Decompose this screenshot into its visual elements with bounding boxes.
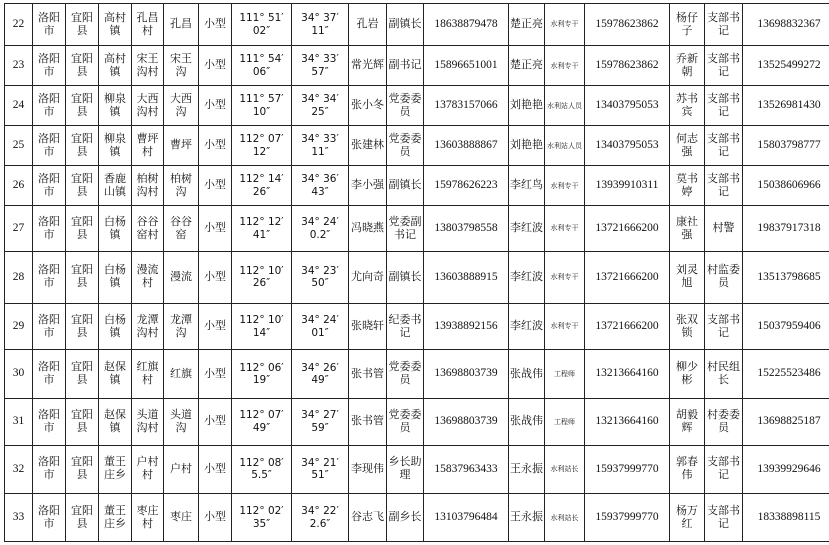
scale-cell: 小型 — [199, 86, 232, 126]
latitude-part: 34° 24′ — [301, 216, 339, 229]
technician-name-cell: 刘艳艳 — [509, 86, 545, 126]
table-row — [5, 494, 829, 542]
village-contact-phone-cell: 15225523486 — [743, 350, 829, 399]
village-contact-phone-cell: 18338898115 — [743, 494, 829, 542]
town-cell: 白杨镇 — [99, 251, 132, 303]
technician-title-cell: 水利站人员 — [545, 126, 585, 166]
technician-phone-cell: 15937999770 — [585, 494, 670, 542]
village-cell: 漫流村 — [132, 251, 164, 303]
official-title-cell: 副乡长 — [387, 494, 424, 542]
table-row — [5, 126, 829, 166]
technician-title-cell: 水利专干 — [545, 46, 585, 86]
official-title-cell: 党委委员 — [387, 86, 424, 126]
technician-title-cell: 水利专干 — [545, 303, 585, 350]
official-phone-cell: 13603888915 — [424, 251, 509, 303]
county-cell: 宜阳县 — [66, 4, 99, 46]
latitude-part: 34° 26′ — [301, 361, 339, 374]
longitude-part: 02″ — [252, 24, 271, 37]
technician-phone-cell: 13721666200 — [585, 251, 670, 303]
longitude-cell — [232, 46, 292, 86]
county-cell: 宜阳县 — [66, 86, 99, 126]
official-name-cell: 常光辉 — [349, 46, 387, 86]
latitude-part: 34° 22′ — [301, 505, 339, 518]
official-title-cell: 副书记 — [387, 46, 424, 86]
city-cell: 洛阳市 — [33, 399, 66, 446]
latitude-part: 01″ — [311, 326, 329, 339]
village-contact-phone-cell: 15803798777 — [743, 126, 829, 166]
town-cell: 白杨镇 — [99, 303, 132, 350]
town-cell: 柳泉镇 — [99, 126, 132, 166]
latitude-part: 50″ — [311, 277, 329, 290]
village-contact-phone-cell: 19837917318 — [743, 206, 829, 251]
latitude-part: 34° 33′ — [301, 53, 339, 66]
technician-title-cell: 水利专干 — [545, 206, 585, 251]
official-phone-cell: 13698803739 — [424, 399, 509, 446]
latitude-cell — [292, 126, 349, 166]
longitude-cell — [232, 4, 292, 46]
official-name-cell: 张书管 — [349, 399, 387, 446]
village-contact-title-cell: 支部书记 — [705, 445, 743, 494]
latitude-part: 49″ — [311, 374, 329, 387]
latitude-part: 0.2″ — [309, 228, 331, 241]
village-contact-title-cell: 支部书记 — [705, 166, 743, 206]
village-contact-title-cell: 支部书记 — [705, 303, 743, 350]
site-cell: 宋王沟 — [164, 46, 199, 86]
village-contact-title-cell: 支部书记 — [705, 46, 743, 86]
technician-phone-cell: 13721666200 — [585, 303, 670, 350]
village-contact-name-cell: 杨万红 — [670, 494, 705, 542]
latitude-part: 34° 27′ — [301, 409, 339, 422]
technician-name-cell: 王永振 — [509, 494, 545, 542]
row-number: 29 — [5, 303, 33, 350]
reservoir-contact-table — [4, 3, 829, 542]
village-contact-name-cell: 杨仔子 — [670, 4, 705, 46]
site-cell: 枣庄 — [164, 494, 199, 542]
latitude-cell — [292, 4, 349, 46]
village-cell: 大西沟村 — [132, 86, 164, 126]
village-contact-phone-cell: 13698832367 — [743, 4, 829, 46]
technician-title-cell: 水利站人员 — [545, 86, 585, 126]
official-phone-cell: 13783157066 — [424, 86, 509, 126]
county-cell: 宜阳县 — [66, 399, 99, 446]
longitude-part: 26″ — [252, 185, 271, 198]
village-contact-title-cell: 支部书记 — [705, 86, 743, 126]
village-cell: 红旗村 — [132, 350, 164, 399]
official-phone-cell: 15837963433 — [424, 445, 509, 494]
town-cell: 赵保镇 — [99, 350, 132, 399]
longitude-part: 112° 06′ — [239, 361, 284, 374]
official-title-cell: 副镇长 — [387, 4, 424, 46]
row-number: 26 — [5, 166, 33, 206]
village-contact-name-cell: 莫书婷 — [670, 166, 705, 206]
official-phone-cell: 18638879478 — [424, 4, 509, 46]
latitude-cell — [292, 445, 349, 494]
longitude-part: 112° 14′ — [239, 173, 284, 186]
village-contact-title-cell: 支部书记 — [705, 4, 743, 46]
technician-name-cell: 刘艳艳 — [509, 126, 545, 166]
technician-title-cell: 水利专干 — [545, 251, 585, 303]
technician-name-cell: 楚正亮 — [509, 46, 545, 86]
latitude-part: 34° 23′ — [301, 264, 339, 277]
town-cell: 赵保镇 — [99, 399, 132, 446]
site-cell: 户村 — [164, 445, 199, 494]
table-row — [5, 399, 829, 446]
official-name-cell: 冯晓燕 — [349, 206, 387, 251]
latitude-part: 34° 36′ — [301, 173, 339, 186]
county-cell: 宜阳县 — [66, 126, 99, 166]
longitude-part: 10″ — [252, 105, 271, 118]
village-contact-name-cell: 何志强 — [670, 126, 705, 166]
row-number: 25 — [5, 126, 33, 166]
official-name-cell: 孔岩 — [349, 4, 387, 46]
village-contact-title-cell: 村委委员 — [705, 399, 743, 446]
county-cell: 宜阳县 — [66, 494, 99, 542]
table-row — [5, 303, 829, 350]
longitude-part: 112° 12′ — [239, 216, 284, 229]
town-cell: 高村镇 — [99, 46, 132, 86]
scale-cell: 小型 — [199, 126, 232, 166]
longitude-part: 111° 54′ — [239, 53, 284, 66]
latitude-cell — [292, 494, 349, 542]
latitude-part: 11″ — [311, 145, 329, 158]
latitude-part: 43″ — [311, 185, 329, 198]
city-cell: 洛阳市 — [33, 46, 66, 86]
village-cell: 孔昌村 — [132, 4, 164, 46]
longitude-part: 35″ — [252, 517, 271, 530]
latitude-part: 34° 24′ — [301, 314, 339, 327]
table-row — [5, 251, 829, 303]
longitude-part: 26″ — [252, 277, 271, 290]
row-number: 24 — [5, 86, 33, 126]
table-row — [5, 46, 829, 86]
village-contact-name-cell: 张双锁 — [670, 303, 705, 350]
village-contact-name-cell: 柳少彬 — [670, 350, 705, 399]
longitude-cell — [232, 445, 292, 494]
village-contact-name-cell: 刘灵旭 — [670, 251, 705, 303]
table-row — [5, 206, 829, 251]
village-cell: 头道沟村 — [132, 399, 164, 446]
technician-name-cell: 李红波 — [509, 206, 545, 251]
town-cell: 柳泉镇 — [99, 86, 132, 126]
official-phone-cell: 13103796484 — [424, 494, 509, 542]
village-contact-title-cell: 支部书记 — [705, 494, 743, 542]
village-contact-phone-cell: 15037959406 — [743, 303, 829, 350]
longitude-part: 112° 10′ — [239, 264, 284, 277]
latitude-cell — [292, 46, 349, 86]
site-cell: 谷谷窑 — [164, 206, 199, 251]
site-cell: 孔昌 — [164, 4, 199, 46]
latitude-part: 2.6″ — [309, 517, 331, 530]
site-cell: 红旗 — [164, 350, 199, 399]
official-name-cell: 谷志飞 — [349, 494, 387, 542]
longitude-part: 112° 08′ — [239, 457, 284, 470]
technician-title-cell: 水利专干 — [545, 166, 585, 206]
latitude-cell — [292, 303, 349, 350]
site-cell: 漫流 — [164, 251, 199, 303]
scale-cell: 小型 — [199, 4, 232, 46]
official-name-cell: 李现伟 — [349, 445, 387, 494]
longitude-part: 19″ — [252, 374, 271, 387]
official-title-cell: 副镇长 — [387, 251, 424, 303]
longitude-part: 112° 07′ — [239, 133, 284, 146]
scale-cell: 小型 — [199, 350, 232, 399]
official-phone-cell: 13603888867 — [424, 126, 509, 166]
longitude-cell — [232, 166, 292, 206]
longitude-part: 49″ — [252, 421, 271, 434]
table-row — [5, 4, 829, 46]
village-contact-phone-cell: 13526981430 — [743, 86, 829, 126]
official-title-cell: 党委副书记 — [387, 206, 424, 251]
latitude-part: 57″ — [311, 65, 329, 78]
county-cell: 宜阳县 — [66, 350, 99, 399]
county-cell: 宜阳县 — [66, 251, 99, 303]
technician-phone-cell: 15978623862 — [585, 46, 670, 86]
official-name-cell: 张小冬 — [349, 86, 387, 126]
longitude-part: 111° 57′ — [239, 93, 284, 106]
latitude-part: 11″ — [311, 24, 329, 37]
technician-name-cell: 李红波 — [509, 251, 545, 303]
town-cell: 香鹿山镇 — [99, 166, 132, 206]
technician-name-cell: 楚正亮 — [509, 4, 545, 46]
village-contact-phone-cell: 13525499272 — [743, 46, 829, 86]
technician-name-cell: 张战伟 — [509, 350, 545, 399]
official-phone-cell: 15896651001 — [424, 46, 509, 86]
row-number: 30 — [5, 350, 33, 399]
row-number: 22 — [5, 4, 33, 46]
official-name-cell: 李小强 — [349, 166, 387, 206]
city-cell: 洛阳市 — [33, 445, 66, 494]
official-title-cell: 党委委员 — [387, 399, 424, 446]
technician-phone-cell: 15937999770 — [585, 445, 670, 494]
latitude-cell — [292, 399, 349, 446]
village-contact-phone-cell: 13698825187 — [743, 399, 829, 446]
scale-cell: 小型 — [199, 46, 232, 86]
site-cell: 大西沟 — [164, 86, 199, 126]
village-contact-phone-cell: 15038606966 — [743, 166, 829, 206]
village-contact-phone-cell: 13939929646 — [743, 445, 829, 494]
village-cell: 宋王沟村 — [132, 46, 164, 86]
longitude-cell — [232, 350, 292, 399]
village-contact-name-cell: 胡毅辉 — [670, 399, 705, 446]
official-title-cell: 乡长助理 — [387, 445, 424, 494]
village-cell: 枣庄村 — [132, 494, 164, 542]
site-cell: 柏树沟 — [164, 166, 199, 206]
longitude-part: 12″ — [252, 145, 271, 158]
technician-title-cell: 水利专干 — [545, 4, 585, 46]
scale-cell: 小型 — [199, 166, 232, 206]
technician-name-cell: 王永振 — [509, 445, 545, 494]
village-contact-phone-cell: 13513798685 — [743, 251, 829, 303]
longitude-part: 111° 51′ — [239, 12, 284, 25]
row-number: 32 — [5, 445, 33, 494]
city-cell: 洛阳市 — [33, 303, 66, 350]
technician-title-cell: 工程师 — [545, 350, 585, 399]
site-cell: 龙潭沟 — [164, 303, 199, 350]
technician-name-cell: 张战伟 — [509, 399, 545, 446]
latitude-cell — [292, 206, 349, 251]
village-contact-name-cell: 乔新朝 — [670, 46, 705, 86]
village-cell: 龙潭沟村 — [132, 303, 164, 350]
official-phone-cell: 13698803739 — [424, 350, 509, 399]
scale-cell: 小型 — [199, 206, 232, 251]
row-number: 31 — [5, 399, 33, 446]
table-row — [5, 86, 829, 126]
table-row — [5, 166, 829, 206]
longitude-part: 5.5″ — [251, 469, 272, 482]
table-row — [5, 350, 829, 399]
town-cell: 白杨镇 — [99, 206, 132, 251]
county-cell: 宜阳县 — [66, 166, 99, 206]
official-name-cell: 尤向奇 — [349, 251, 387, 303]
longitude-cell — [232, 126, 292, 166]
longitude-cell — [232, 303, 292, 350]
technician-name-cell: 李红波 — [509, 303, 545, 350]
city-cell: 洛阳市 — [33, 86, 66, 126]
county-cell: 宜阳县 — [66, 445, 99, 494]
longitude-cell — [232, 206, 292, 251]
city-cell: 洛阳市 — [33, 166, 66, 206]
scale-cell: 小型 — [199, 494, 232, 542]
longitude-cell — [232, 399, 292, 446]
row-number: 33 — [5, 494, 33, 542]
city-cell: 洛阳市 — [33, 494, 66, 542]
city-cell: 洛阳市 — [33, 350, 66, 399]
official-phone-cell: 15978626223 — [424, 166, 509, 206]
row-number: 28 — [5, 251, 33, 303]
official-phone-cell: 13803798558 — [424, 206, 509, 251]
technician-phone-cell: 13939910311 — [585, 166, 670, 206]
latitude-cell — [292, 86, 349, 126]
technician-title-cell: 工程师 — [545, 399, 585, 446]
longitude-cell — [232, 86, 292, 126]
village-contact-title-cell: 村民组长 — [705, 350, 743, 399]
row-number: 27 — [5, 206, 33, 251]
latitude-part: 34° 33′ — [301, 133, 339, 146]
longitude-part: 112° 07′ — [239, 409, 284, 422]
scale-cell: 小型 — [199, 445, 232, 494]
latitude-part: 51″ — [311, 469, 329, 482]
village-contact-name-cell: 郭春伟 — [670, 445, 705, 494]
longitude-part: 14″ — [252, 326, 271, 339]
county-cell: 宜阳县 — [66, 46, 99, 86]
village-cell: 曹坪村 — [132, 126, 164, 166]
latitude-part: 25″ — [311, 105, 329, 118]
village-contact-name-cell: 苏书宾 — [670, 86, 705, 126]
technician-phone-cell: 13403795053 — [585, 86, 670, 126]
county-cell: 宜阳县 — [66, 206, 99, 251]
official-name-cell: 张晓轩 — [349, 303, 387, 350]
technician-phone-cell: 13721666200 — [585, 206, 670, 251]
scale-cell: 小型 — [199, 399, 232, 446]
county-cell: 宜阳县 — [66, 303, 99, 350]
latitude-cell — [292, 251, 349, 303]
official-title-cell: 党委委员 — [387, 350, 424, 399]
official-name-cell: 张建林 — [349, 126, 387, 166]
scale-cell: 小型 — [199, 251, 232, 303]
village-contact-title-cell: 村警 — [705, 206, 743, 251]
technician-phone-cell: 15978623862 — [585, 4, 670, 46]
village-cell: 户村村 — [132, 445, 164, 494]
scale-cell: 小型 — [199, 303, 232, 350]
latitude-cell — [292, 350, 349, 399]
city-cell: 洛阳市 — [33, 4, 66, 46]
official-name-cell: 张书管 — [349, 350, 387, 399]
technician-title-cell: 水利站长 — [545, 445, 585, 494]
table-row — [5, 445, 829, 494]
longitude-part: 41″ — [252, 228, 271, 241]
official-title-cell: 纪委书记 — [387, 303, 424, 350]
town-cell: 董王庄乡 — [99, 445, 132, 494]
longitude-part: 112° 02′ — [239, 505, 284, 518]
city-cell: 洛阳市 — [33, 126, 66, 166]
town-cell: 高村镇 — [99, 4, 132, 46]
longitude-part: 06″ — [252, 65, 271, 78]
latitude-part: 59″ — [311, 421, 329, 434]
technician-phone-cell: 13403795053 — [585, 126, 670, 166]
longitude-cell — [232, 251, 292, 303]
official-title-cell: 党委委员 — [387, 126, 424, 166]
technician-title-cell: 水利站长 — [545, 494, 585, 542]
latitude-part: 34° 21′ — [301, 457, 339, 470]
city-cell: 洛阳市 — [33, 206, 66, 251]
village-contact-name-cell: 康社强 — [670, 206, 705, 251]
official-phone-cell: 13938892156 — [424, 303, 509, 350]
latitude-part: 34° 37′ — [301, 12, 339, 25]
latitude-part: 34° 34′ — [301, 93, 339, 106]
city-cell: 洛阳市 — [33, 251, 66, 303]
latitude-cell — [292, 166, 349, 206]
site-cell: 头道沟 — [164, 399, 199, 446]
village-cell: 柏树沟村 — [132, 166, 164, 206]
official-title-cell: 副镇长 — [387, 166, 424, 206]
village-contact-title-cell: 支部书记 — [705, 126, 743, 166]
longitude-part: 112° 10′ — [239, 314, 284, 327]
town-cell: 董王庄乡 — [99, 494, 132, 542]
village-cell: 谷谷窑村 — [132, 206, 164, 251]
village-contact-title-cell: 村监委员 — [705, 251, 743, 303]
site-cell: 曹坪 — [164, 126, 199, 166]
technician-name-cell: 李红鸟 — [509, 166, 545, 206]
technician-phone-cell: 13213664160 — [585, 350, 670, 399]
technician-phone-cell: 13213664160 — [585, 399, 670, 446]
longitude-cell — [232, 494, 292, 542]
row-number: 23 — [5, 46, 33, 86]
